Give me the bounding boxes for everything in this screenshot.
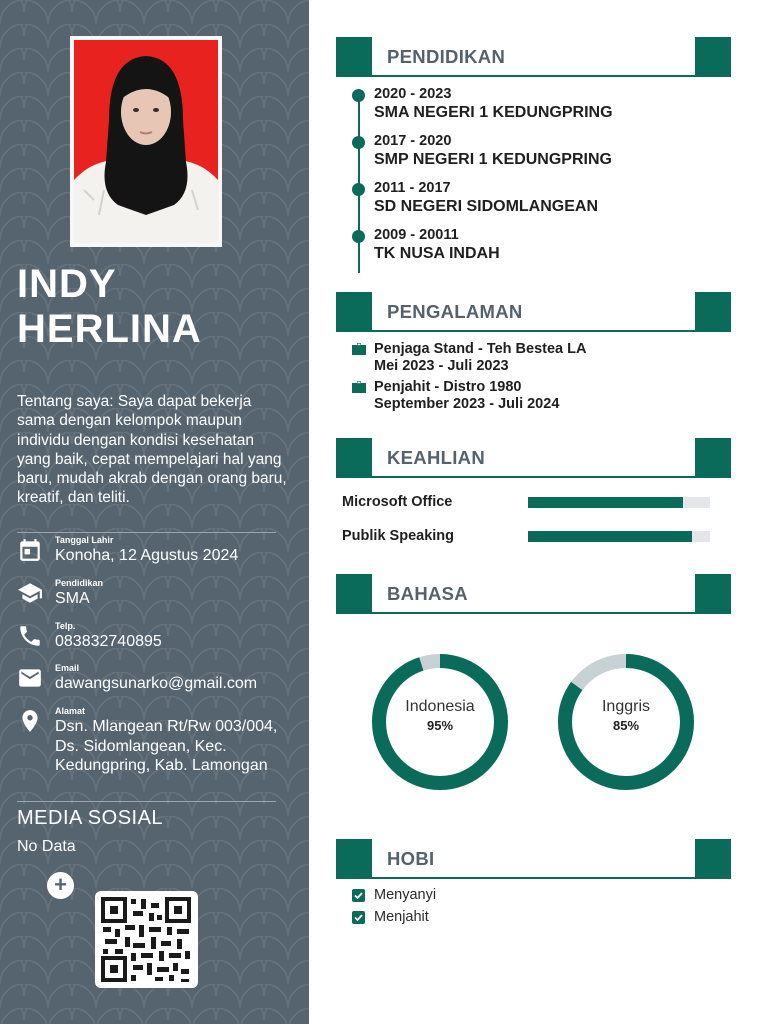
header-block-left [336,292,372,332]
experience-title: Penjaga Stand - Teh Bestea LA [374,341,587,357]
info-label: Tanggal Lahir [55,535,114,545]
timeline-dot [352,89,365,102]
header-block-right [695,37,731,77]
education-years: 2011 - 2017 [374,180,451,196]
divider [17,801,276,802]
timeline-dot [352,230,365,243]
language-ring [556,652,696,792]
info-address [17,706,287,798]
language-percent: 85% [612,718,640,733]
info-value: SMA [55,590,90,607]
media-value: No Data [17,838,76,855]
section-header-skills [336,438,731,478]
last-name: HERLINA [17,307,202,351]
language-name: Indonesia [405,698,475,715]
info-email [17,663,287,703]
phone-icon [17,623,43,649]
info-value: dawangsunarko@gmail.com [55,675,258,692]
skill-bar-fill [528,497,683,508]
header-block-left [336,839,372,879]
add-button[interactable]: + [47,872,74,899]
qr-code-graphic [95,891,198,988]
education-school: SMA NEGERI 1 KEDUNGPRING [374,104,613,121]
section-title: PENDIDIKAN [387,46,506,67]
section-title: KEAHLIAN [387,447,485,468]
skill-name: Publik Speaking [342,528,454,544]
hobby-text: Menyanyi [374,887,437,903]
education-years: 2020 - 2023 [374,86,452,102]
briefcase-icon [352,381,366,393]
calendar-icon [17,537,43,563]
info-label: Pendidikan [55,578,104,588]
language-name: Inggris [601,698,651,715]
section-title: BAHASA [387,583,468,604]
info-phone [17,621,287,661]
photo-background [74,40,218,243]
qr-code [95,891,198,988]
header-block-left [336,37,372,77]
info-label: Telp. [55,621,76,631]
header-underline [336,75,695,77]
header-block-left [336,438,372,478]
timeline-line [358,90,360,273]
portrait-illustration [74,40,218,243]
skill-name: Microsoft Office [342,494,453,510]
full-name [17,262,202,352]
section-title: PENGALAMAN [387,301,523,322]
education-school: SD NEGERI SIDOMLANGEAN [374,198,599,215]
section-title: HOBI [387,848,435,869]
sidebar [0,0,309,1024]
info-value: Dsn. Mlangean Rt/Rw 003/004, Ds. Sidomlangean, Kec. Kedungpring, Kab. Lamongan [55,718,278,774]
header-underline [336,612,695,614]
education-years: 2009 - 20011 [374,227,459,243]
info-education [17,578,287,618]
education-school: SMP NEGERI 1 KEDUNGPRING [374,151,612,168]
language-ring [370,652,510,792]
divider [17,532,276,533]
experience-period: Mei 2023 - Juli 2023 [374,358,509,374]
info-birthdate [17,535,287,575]
profile-photo [70,36,222,247]
header-block-right [695,438,731,478]
timeline-dot [352,136,365,149]
timeline-dot [352,183,365,196]
info-value: 083832740895 [55,633,162,650]
first-name: INDY [17,262,117,306]
header-underline [336,877,695,879]
mail-icon [17,665,43,691]
checkbox-icon [352,911,365,924]
experience-period: September 2023 - Juli 2024 [374,396,560,412]
header-underline [336,476,695,478]
section-header-experience [336,292,731,332]
education-school: TK NUSA INDAH [374,245,500,262]
section-header-education [336,37,731,77]
info-value: Konoha, 12 Agustus 2024 [55,547,239,564]
info-label: Alamat [55,706,86,716]
header-block-right [695,839,731,879]
about-text: Tentang saya: Saya dapat bekerja sama dengan kelompok maupun individu dengan kondisi kesehatan yang baik, cepat mempelajari hal yang baru, mudah akrab dengan orang baru, kreatif, dan teliti. [17,393,287,507]
section-header-hobbies [336,839,731,879]
section-header-languages [336,574,731,614]
location-pin-icon [17,708,43,734]
skill-bar-track [528,531,710,542]
skill-bar-track [528,497,710,508]
header-block-left [336,574,372,614]
header-block-right [695,292,731,332]
header-block-right [695,574,731,614]
experience-title: Penjahit - Distro 1980 [374,379,522,395]
education-years: 2017 - 2020 [374,133,452,149]
info-label: Email [55,663,80,673]
media-title: MEDIA SOSIAL [17,807,164,829]
graduation-cap-icon [17,580,43,606]
briefcase-icon [352,343,366,355]
language-percent: 95% [426,718,454,733]
header-underline [336,330,695,332]
skill-bar-fill [528,531,692,542]
hobby-text: Menjahit [374,909,429,925]
checkbox-icon [352,889,365,902]
